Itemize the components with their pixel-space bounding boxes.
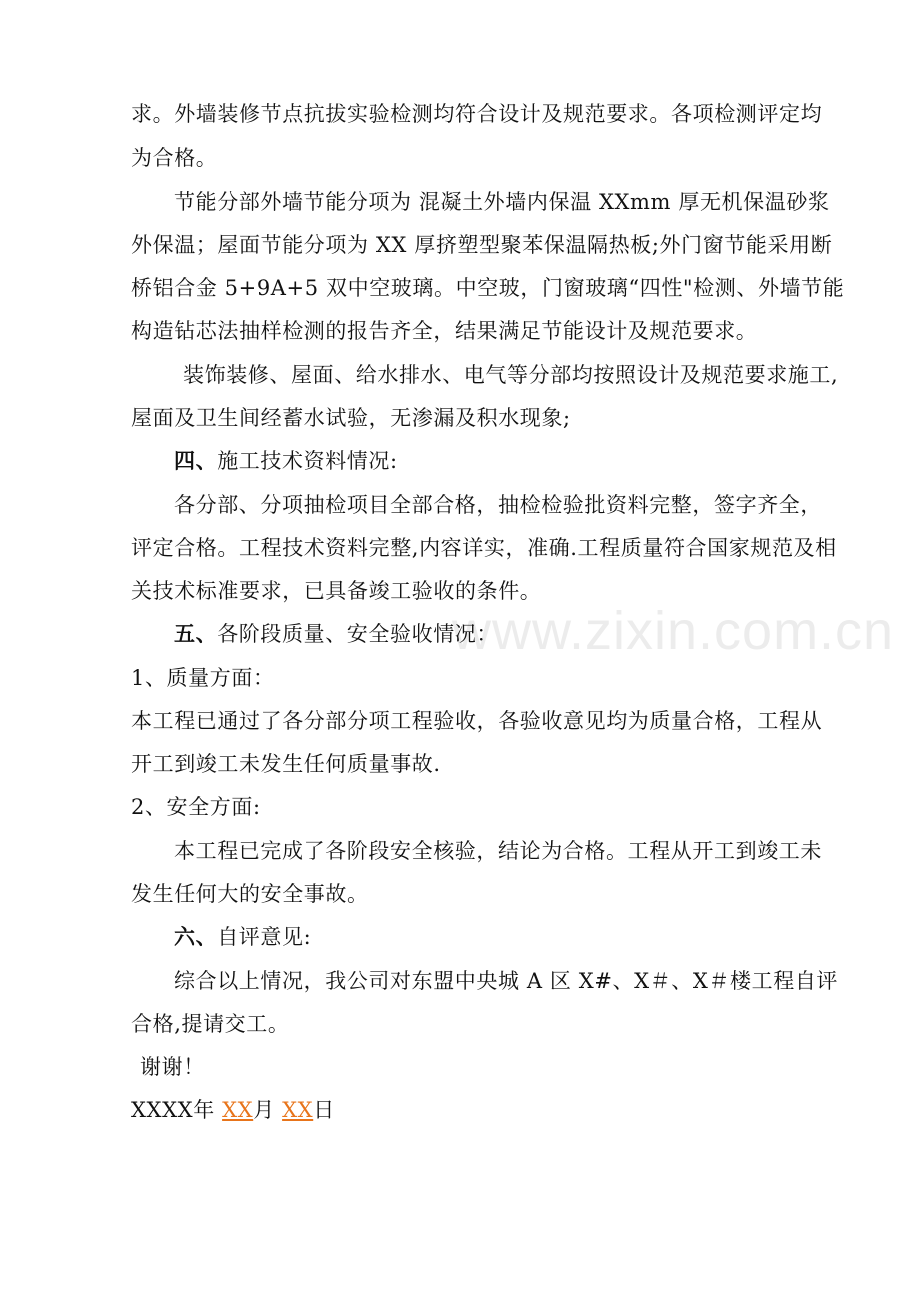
thanks-text: 谢谢！ xyxy=(140,1055,205,1079)
watermark: www.zixin.com.cn xyxy=(452,601,895,661)
section-number: 五、 xyxy=(174,621,218,646)
paragraph-line: 开工到竣工未发生任何质量事故. xyxy=(131,752,441,776)
paragraph-line: 本工程已通过了各分部分项工程验收，各验收意见均为质量合格，工程从 xyxy=(131,709,823,733)
paragraph-line: 各分部、分项抽检项目全部合格，抽检检验批资料完整，签字齐全， xyxy=(174,493,822,517)
date-line xyxy=(131,1095,335,1125)
section-heading-6 xyxy=(174,922,311,952)
section-heading-5 xyxy=(174,619,498,649)
paragraph-line: 综合以上情况，我公司对东盟中央城 A 区 X#、X＃、X＃楼工程自评 xyxy=(174,969,839,993)
paragraph-line: 发生任何大的安全事故。 xyxy=(131,882,369,906)
paragraph-line: 桥铝合金 5+9A+5 双中空玻璃。中空玻，门窗玻璃“四性"检测、外墙节能 xyxy=(131,276,845,300)
paragraph-line: 节能分部外墙节能分项为 混凝土外墙内保温 XXmm 厚无机保温砂浆 xyxy=(174,190,830,214)
paragraph-line: 外保温；屋面节能分项为 XX 厚挤塑型聚苯保温隔热板;外门窗节能采用断 xyxy=(131,233,833,257)
section-title: 各阶段质量、安全验收情况： xyxy=(217,622,499,646)
subsection-title: 1、质量方面： xyxy=(131,666,275,690)
subsection-title: 2、安全方面: xyxy=(131,795,261,819)
date-day: XX xyxy=(282,1098,314,1122)
paragraph-line: 关技术标准要求，已具备竣工验收的条件。 xyxy=(131,579,542,603)
paragraph-line: 屋面及卫生间经蓄水试验，无渗漏及积水现象; xyxy=(131,406,571,430)
section-title: 自评意见: xyxy=(217,925,312,949)
paragraph-line: 构造钻芯法抽样检测的报告齐全，结果满足节能设计及规范要求。 xyxy=(131,319,758,343)
date-day-unit: 日 xyxy=(313,1098,335,1122)
section-heading-4 xyxy=(174,446,398,476)
date-month: XX xyxy=(222,1098,254,1122)
paragraph-line: 装饰装修、屋面、给水排水、电气等分部均按照设计及规范要求施工, xyxy=(183,363,839,387)
date-month-unit: 月 xyxy=(253,1098,275,1122)
section-title: 施工技术资料情况: xyxy=(217,449,398,473)
paragraph-line: 求。外墙装修节点抗拔实验检测均符合设计及规范要求。各项检测评定均 xyxy=(131,102,823,126)
date-year-unit: 年 xyxy=(193,1098,215,1122)
paragraph-line: 合格,提请交工。 xyxy=(131,1012,290,1036)
date-year: XXXX xyxy=(131,1098,194,1122)
section-number: 四、 xyxy=(174,448,218,473)
paragraph-line: 为合格。 xyxy=(131,146,218,170)
section-number: 六、 xyxy=(174,924,218,949)
paragraph-line: 评定合格。工程技术资料完整,内容详实，准确.工程质量符合国家规范及相 xyxy=(131,536,837,560)
paragraph-line: 本工程已完成了各阶段安全核验，结论为合格。工程从开工到竣工未 xyxy=(174,839,822,863)
